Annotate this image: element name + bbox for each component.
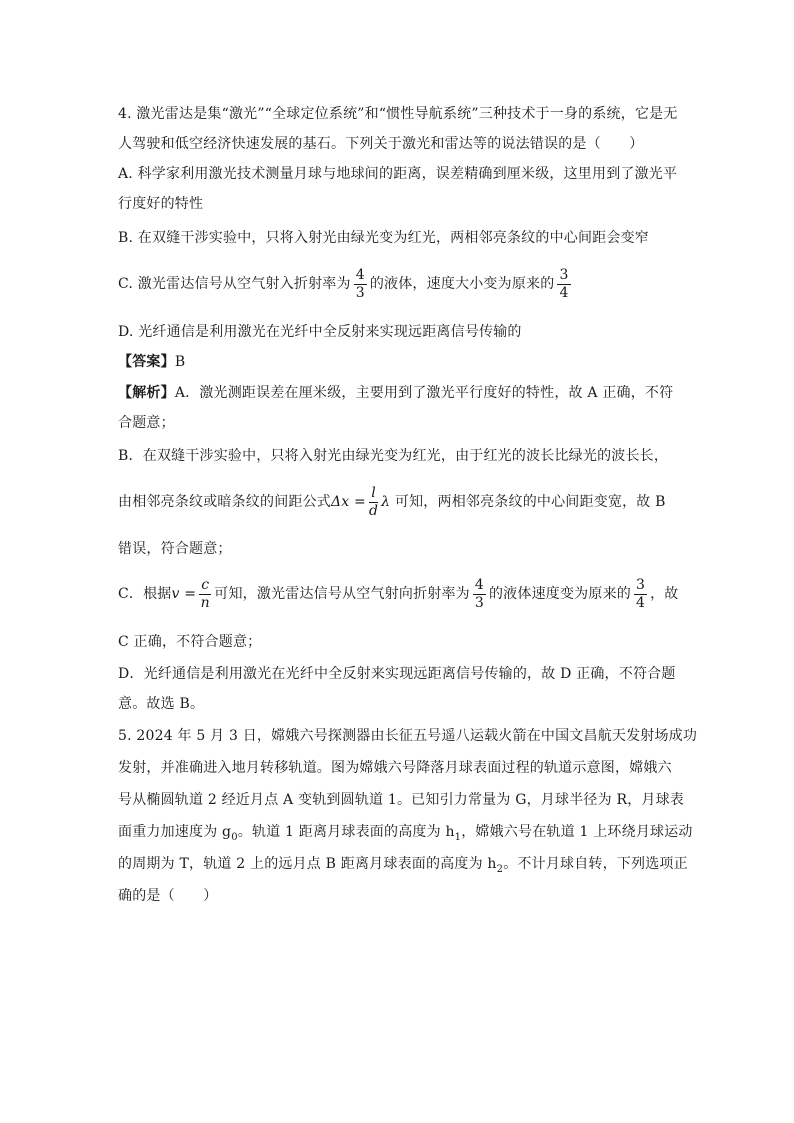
analysis-c-text-3: 的液体速度变为原来的 [488,586,631,602]
q5-line4-text-2: 。轨道 1 距离月球表面的高度为 h [237,824,455,840]
option-a-line-1: A. 科学家利用激光技术测量月球与地球间的距离，误差精确到厘米级，这里用到了激光平 [118,166,678,182]
option-c-text-2: 的液体，速度大小变为原来的 [369,276,555,292]
question-5-stem-line-6: 确的是（ ） [118,888,218,904]
question-4-stem-line-1: 4. 激光雷达是集“激光”“全球定位系统”和“惯性导航系统”三种技术于一身的系统，它是无 [118,106,678,122]
option-c-text-1: C. 激光雷达信号从空气射入折射率为 [118,276,351,292]
fraction-denominator: 4 [559,284,569,301]
formula-delta-x: Δx = [331,494,366,510]
option-d: D. 光纤通信是利用激光在光纤中全反射来实现远距离信号传输的 [118,324,522,340]
fraction-numerator: 4 [474,576,484,593]
formula-lambda: λ [381,494,391,510]
analysis-b-line-3: 错误，符合题意； [118,541,232,557]
fraction-numerator: 4 [355,266,365,283]
analysis-tag: 【解析】 [118,385,175,401]
fraction-denominator: 3 [355,284,365,301]
fraction-denominator: 3 [474,594,484,611]
analysis-c-text-4: ，故 [650,586,679,602]
question-5-stem-line-4 [118,822,693,848]
fraction-denominator: d [369,502,379,519]
fraction-three-quarters [557,267,570,302]
question-5-stem-line-5 [118,854,688,880]
analysis-c-line-2: C 正确，不符合题意； [118,634,262,650]
analysis-b-line-1: B．在双缝干涉实验中，只将入射光由绿光变为红光，由于红光的波长比绿光的波长长， [118,448,669,464]
q5-line4-text-3: ，嫦娥六号在轨道 1 上环绕月球运动 [461,824,693,840]
analysis-d-line-2: 意。故选 B。 [118,696,205,712]
subscript-2: 2 [496,863,504,875]
analysis-a-line-1 [118,383,673,403]
fraction-three-quarters [634,577,647,612]
question-4-stem-line-2: 人驾驶和低空经济快速发展的基石。下列关于激光和雷达等的说法错误的是（ ） [118,136,644,152]
answer-value: B [174,354,186,370]
fraction-c-over-n [199,577,211,612]
analysis-b-line-2 [118,484,666,520]
analysis-b-text-1: 由相邻亮条纹或暗条纹的间距公式 [118,494,331,510]
analysis-a-line-2: 合题意； [118,415,175,431]
analysis-c-text-1: C．根据 [118,586,172,602]
answer-line [118,352,185,372]
subscript-0: 0 [231,831,238,843]
analysis-c-line-1 [118,576,679,612]
subscript-1: 1 [454,831,462,843]
analysis-c-text-2: 可知，激光雷达信号从空气射向折射率为 [214,586,470,602]
q5-line5-text-1: 的周期为 T，轨道 2 上的远月点 B 距离月球表面的高度为 h [118,856,497,872]
q5-line5-text-2: 。不计月球自转，下列选项正 [503,856,688,872]
formula-v: v = [171,586,197,602]
question-5-stem-line-2: 发射，并准确进入地月转移轨道。图为嫦娥六号降落月球表面过程的轨道示意图，嫦娥六 [118,760,672,776]
fraction-numerator: 3 [635,576,646,593]
fraction-denominator: 4 [635,594,646,611]
q5-line4-text-1: 面重力加速度为 g [118,824,232,840]
option-a-line-2: 行度好的特性 [118,196,204,212]
analysis-a-text: A．激光测距误差在厘米级，主要用到了激光平行度好的特性，故 A 正确，不符 [174,385,674,401]
fraction-numerator: 3 [559,266,569,283]
fraction-numerator: c [201,576,210,593]
option-c [118,266,574,302]
fraction-four-thirds [473,577,486,612]
answer-tag: 【答案】 [118,354,175,370]
analysis-d-line-1: D．光纤通信是利用激光在光纤中全反射来实现远距离信号传输的，故 D 正确，不符合题 [118,666,676,682]
fraction-denominator: n [200,594,210,611]
analysis-b-text-2: 可知，两相邻亮条纹的中心间距变宽，故 B [390,494,666,510]
question-5-stem-line-3: 号从椭圆轨道 2 经近月点 A 变轨到圆轨道 1。已知引力常量为 G，月球半径为 R，月球表 [118,792,684,808]
fraction-four-thirds [354,267,367,302]
option-b: B. 在双缝干涉实验中，只将入射光由绿光变为红光，两相邻亮条纹的中心间距会变窄 [118,230,649,246]
question-5-stem-line-1: 5. 2024 年 5 月 3 日，嫦娥六号探测器由长征五号遥八运载火箭在中国文昌航天发射场成功 [118,728,698,744]
fraction-l-over-d [369,485,378,520]
fraction-numerator: l [369,485,378,503]
